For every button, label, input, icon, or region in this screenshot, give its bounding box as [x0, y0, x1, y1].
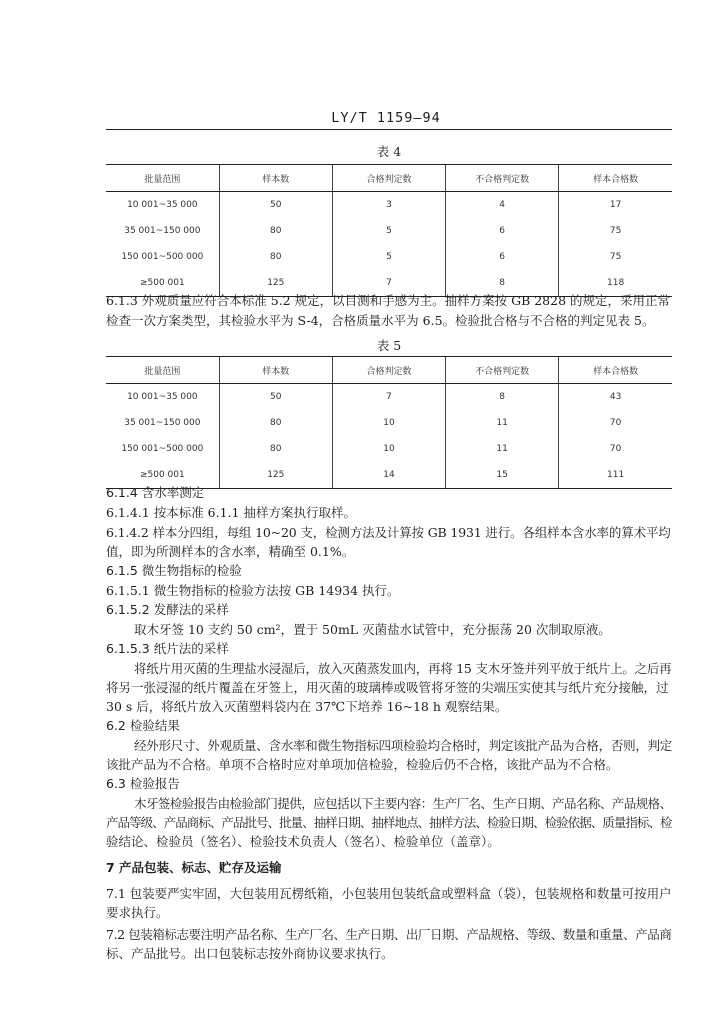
table4 — [106, 164, 672, 297]
table-cell: 150 001~500 000 — [121, 252, 204, 262]
table-cell: 3 — [332, 192, 445, 219]
table-row — [106, 192, 672, 219]
table-cell: ≥500 001 — [106, 270, 219, 297]
table-cell: 7 — [332, 384, 445, 411]
table-cell: 75 — [559, 244, 672, 270]
table-cell: 10 001~35 000 — [127, 392, 198, 402]
table-cell: 6 — [446, 244, 559, 270]
s613-line: 检查一次方案类型，其检验水平为 S-4，合格质量水平为 6.5。检验批合格与不合格的判定见表 5。 — [106, 313, 655, 328]
clause-line: 标、产品批号。出口包装标志按外商协议要求执行。 — [106, 946, 394, 961]
clause-line: 取木牙签 10 支约 50 cm²，置于 50mL 灭菌盐水试管中，充分振荡 20 次制取原液。 — [134, 622, 611, 637]
table-cell: 8 — [446, 384, 559, 411]
header-rule — [106, 129, 672, 130]
table5-title: 表 5 — [376, 338, 402, 353]
table-cell: 50 — [219, 192, 332, 219]
clause-line: 6.1.4.2 样本分四组，每组 10~20 支，检测方法及计算按 GB 1931 进行。各组样本含水率的算术平均 — [106, 525, 671, 540]
table5-header-cell: 批量范围 — [106, 357, 219, 384]
table-cell: 80 — [219, 436, 332, 462]
s613-line: 6.1.3 外观质量应符合本标准 5.2 规定，以目测和手感为主。抽样方案按 GB 2828 的规定，采用正常 — [106, 293, 671, 308]
clause-line: 将另一张浸湿的纸片覆盖在牙签上，用灭菌的玻璃棒或吸管将牙签的尖端压实使其与纸片充分接触，过 — [106, 680, 669, 695]
table-cell: 5 — [332, 244, 445, 270]
chapter-heading: 7 产品包装、标志、贮存及运输 — [106, 860, 282, 875]
table-cell: 75 — [559, 218, 672, 244]
clause-line: 产品等级、产品商标、产品批号、批量、抽样日期、抽样地点、抽样方法、检验日期、检验依据、质量指标、检 — [106, 815, 672, 830]
table-cell: 6 — [446, 218, 559, 244]
table-cell: 43 — [559, 384, 672, 411]
clause-line: 6.1.5.1 微生物指标的检验方法按 GB 14934 执行。 — [106, 583, 400, 598]
table5 — [106, 356, 672, 489]
table-cell: 17 — [559, 192, 672, 219]
section-heading: 6.3 检验报告 — [106, 776, 180, 791]
table5-header-cell: 样本合格数 — [559, 357, 672, 384]
table-cell: 10 — [332, 410, 445, 436]
table4-title: 表 4 — [376, 144, 402, 159]
table-cell: 14 — [332, 462, 445, 489]
table-cell: 11 — [446, 410, 559, 436]
table-cell: 10 — [332, 436, 445, 462]
table-cell: 15 — [446, 462, 559, 489]
table-cell: 125 — [219, 462, 332, 489]
table5-header-cell: 不合格判定数 — [446, 357, 559, 384]
table-cell: 111 — [559, 462, 672, 489]
clause-line: 7.2 包装箱标志要注明产品名称、生产厂名、生产日期、出厂日期、产品规格、等级、数量和重量、产品商 — [106, 927, 672, 942]
table-cell: 50 — [219, 384, 332, 411]
document-header: LY/T 1159—94 — [331, 110, 441, 126]
table-cell: 4 — [446, 192, 559, 219]
table-cell: 125 — [219, 270, 332, 297]
clause-line: 值，即为所测样本的含水率，精确至 0.1%。 — [106, 544, 355, 559]
table-row — [106, 436, 672, 462]
table-cell: 80 — [219, 218, 332, 244]
table-cell: 5 — [332, 218, 445, 244]
table-cell: 70 — [559, 410, 672, 436]
section-heading: 6.2 检验结果 — [106, 718, 180, 733]
table4-header-cell: 批量范围 — [106, 165, 219, 192]
table4-header-row — [106, 165, 672, 192]
section-heading: 6.1.4 含水率测定 — [106, 485, 205, 500]
clause-line: 经外形尺寸、外观质量、含水率和微生物指标四项检验均合格时，判定该批产品为合格，否则，判定 — [134, 738, 673, 753]
table-row — [106, 244, 672, 270]
table4-header-cell: 合格判定数 — [332, 165, 445, 192]
table-row — [106, 218, 672, 244]
table-cell: 118 — [559, 270, 672, 297]
table-cell: 80 — [219, 244, 332, 270]
clause-line: 该批产品为不合格。单项不合格时应对单项加倍检验，检验后仍不合格，该批产品为不合格。 — [106, 757, 619, 772]
table4-header-cell: 样本数 — [219, 165, 332, 192]
table-cell: 70 — [559, 436, 672, 462]
section-heading: 6.1.5 微生物指标的检验 — [106, 563, 242, 578]
clause-line: 将纸片用灭菌的生理盐水浸湿后，放入灭菌蒸发皿内，再将 15 支木牙签并列平放于纸片上。之后再 — [134, 661, 672, 676]
table-cell: 10 001~35 000 — [127, 200, 198, 210]
section-heading: 6.1.5.2 发酵法的采样 — [106, 602, 229, 617]
clause-line: 要求执行。 — [106, 905, 169, 920]
clause-line: 7.1 包装要严实牢固，大包装用瓦楞纸箱，小包装用包装纸盒或塑料盒（袋），包装规格和数量可按用户 — [106, 886, 672, 901]
table-cell: 11 — [446, 436, 559, 462]
table5-header-cell: 合格判定数 — [332, 357, 445, 384]
clause-line: 30 s 后，将纸片放入灭菌塑料袋内在 37℃下培养 16~18 h 观察结果。 — [106, 699, 508, 714]
table5-header-cell: 样本数 — [219, 357, 332, 384]
table-cell: 8 — [446, 270, 559, 297]
table-row — [106, 384, 672, 411]
table-cell: 7 — [332, 270, 445, 297]
table4-header-cell: 不合格判定数 — [446, 165, 559, 192]
table-cell: 35 001~150 000 — [124, 418, 201, 428]
clause-line: 6.1.4.1 按本标准 6.1.1 抽样方案执行取样。 — [106, 505, 356, 520]
section-heading: 6.1.5.3 纸片法的采样 — [106, 641, 229, 656]
table-cell: 80 — [219, 410, 332, 436]
table-cell: 35 001~150 000 — [124, 226, 201, 236]
clause-line: 验结论、检验员（签名）、检验技术负责人（签名）、检验单位（盖章）。 — [106, 834, 500, 849]
clause-line: 木牙签检验报告由检验部门提供，应包括以下主要内容：生产厂名、生产日期、产品名称、产品规格、 — [134, 796, 672, 811]
table5-header-row — [106, 357, 672, 384]
table-cell: 150 001~500 000 — [121, 444, 204, 454]
table-row — [106, 410, 672, 436]
table-cell: ≥500 001 — [106, 462, 219, 489]
table4-header-cell: 样本合格数 — [559, 165, 672, 192]
